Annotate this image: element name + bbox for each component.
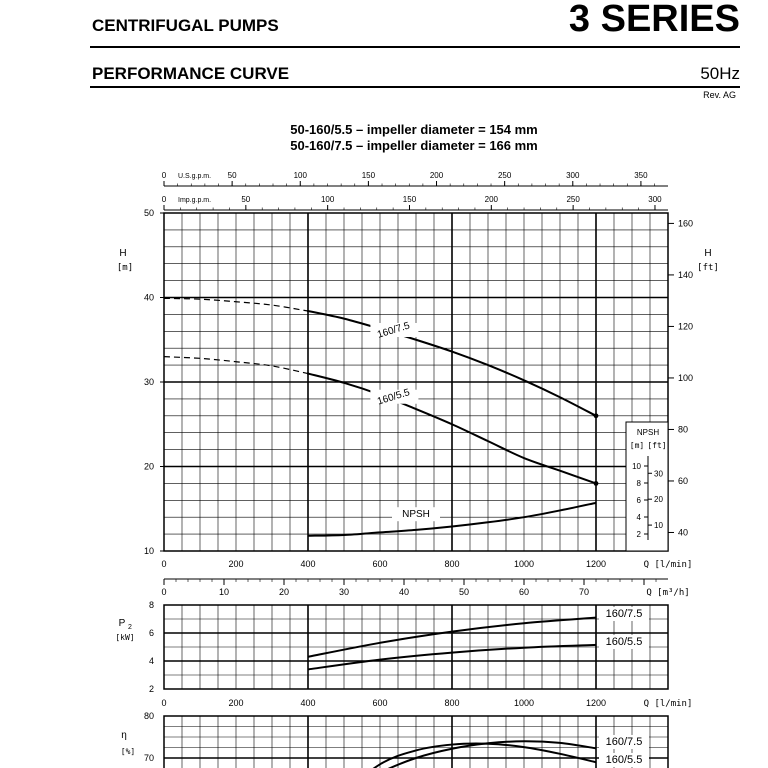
- top-axis-label: Imp.g.p.m.: [178, 197, 212, 204]
- head-x-tick-label: 1200: [585, 559, 607, 569]
- top-axis-tick-label: 300: [648, 195, 662, 204]
- top-axis-label: U.S.g.p.m.: [178, 173, 212, 180]
- top-axis-tick-label: 50: [227, 171, 237, 180]
- top-axis-tick-label: 0: [161, 195, 167, 204]
- power-series-label: 160/5.5: [605, 636, 643, 648]
- top-axis-tick-label: 100: [320, 195, 335, 204]
- power-y-tick-label: 6: [148, 628, 154, 638]
- npsh-inset-ft-label: 30: [654, 469, 663, 479]
- m3h-axis-tick-label: 30: [338, 587, 350, 597]
- chart-title-line: 50-160/5.5 – impeller diameter = 154 mm: [290, 122, 538, 137]
- head-ft-tick-label: 100: [678, 372, 694, 383]
- top-axis-tick-label: 100: [293, 171, 307, 180]
- power-x-tick-label: 600: [372, 698, 388, 708]
- power-y-label-sub: 2: [128, 624, 132, 631]
- m3h-axis-label: Q [m³/h]: [646, 588, 690, 598]
- top-axis-tick-label: 150: [361, 171, 376, 180]
- eff-series-label: 160/5.5: [605, 754, 643, 766]
- head-curve-endpoint: [594, 413, 599, 418]
- top-axis-tick-label: 300: [566, 171, 580, 180]
- m3h-axis-tick-label: 0: [161, 587, 167, 597]
- top-axis-tick-label: 50: [241, 195, 251, 204]
- head-ft-tick-label: 80: [678, 424, 689, 435]
- npsh-inset-m-label: 2: [636, 530, 641, 539]
- power-x-label: Q [l/min]: [643, 699, 693, 709]
- power-y-unit: [kW]: [115, 633, 135, 642]
- head-y-tick-label: 10: [143, 546, 154, 556]
- head-y-tick-label: 30: [143, 377, 154, 387]
- npsh-inset-title: NPSH: [636, 428, 660, 437]
- m3h-axis-tick-label: 50: [458, 587, 470, 597]
- head-y-tick-label: 50: [143, 208, 154, 218]
- head-y-label: H: [119, 248, 127, 259]
- head-y-tick-label: 40: [143, 292, 154, 303]
- head-curve-endpoint: [594, 481, 599, 486]
- revision-label: Rev. AG: [703, 90, 736, 100]
- npsh-inset-unit-m: [m]: [629, 441, 645, 450]
- head-series-label: 160/7.5: [376, 320, 412, 341]
- head-series-label: NPSH: [402, 509, 430, 521]
- head-x-tick-label: 1000: [513, 559, 535, 569]
- m3h-axis-tick-label: 10: [218, 587, 230, 597]
- head-x-tick-label: 600: [372, 559, 388, 569]
- head-x-tick-label: 400: [300, 559, 316, 569]
- top-axis-tick-label: 250: [497, 171, 512, 180]
- top-axis-tick-label: 200: [484, 195, 498, 204]
- npsh-inset-ft-label: 20: [654, 495, 663, 505]
- frequency-label: 50Hz: [700, 64, 740, 83]
- power-y-tick-label: 2: [148, 684, 154, 694]
- head-ft-tick-label: 140: [678, 269, 694, 280]
- top-axis-tick-label: 250: [566, 195, 580, 204]
- npsh-inset-m-label: 6: [636, 496, 641, 505]
- head-curve-startpoint: [307, 372, 309, 374]
- power-x-tick-label: 1000: [513, 698, 535, 708]
- npsh-inset-m-label: 4: [636, 513, 641, 522]
- head-ft-tick-label: 60: [678, 475, 689, 486]
- head-x-label: Q [l/min]: [643, 560, 693, 570]
- m3h-axis-tick-label: 70: [579, 587, 590, 597]
- power-x-tick-label: 400: [300, 698, 316, 708]
- top-axis-tick-label: 150: [402, 195, 417, 204]
- series-title: 3 SERIES: [568, 0, 740, 40]
- head-y-right-unit: [ft]: [697, 263, 719, 273]
- power-x-tick-label: 1200: [585, 698, 607, 708]
- npsh-inset-m-label: 10: [632, 462, 641, 471]
- power-y-tick-label: 4: [148, 656, 154, 666]
- npsh-inset-unit-ft: [ft]: [647, 441, 667, 450]
- head-series-label: 160/5.5: [376, 387, 412, 408]
- head-ft-tick-label: 40: [678, 527, 689, 538]
- power-x-tick-label: 200: [228, 698, 244, 708]
- npsh-inset-m-label: 8: [636, 479, 641, 488]
- power-x-tick-label: 800: [444, 698, 460, 708]
- head-x-tick-label: 200: [228, 559, 244, 569]
- power-y-tick-label: 8: [148, 600, 154, 610]
- head-x-tick-label: 800: [444, 559, 460, 569]
- m3h-axis-tick-label: 40: [398, 587, 410, 597]
- eff-curve-160/7.5: [337, 741, 596, 768]
- head-y-unit: [m]: [116, 263, 134, 273]
- power-series-label: 160/7.5: [605, 608, 643, 620]
- section-title: PERFORMANCE CURVE: [92, 64, 290, 83]
- head-curve-startpoint: [307, 310, 309, 312]
- m3h-axis-tick-label: 60: [518, 587, 530, 597]
- eff-curve-160/5.5: [337, 744, 596, 768]
- eff-y-tick-label: 80: [143, 711, 154, 721]
- m3h-axis-tick-label: 20: [278, 587, 290, 597]
- power-x-tick-label: 0: [161, 698, 167, 708]
- npsh-inset-ft-label: 10: [654, 521, 663, 531]
- chart-title-line: 50-160/7.5 – impeller diameter = 166 mm: [290, 138, 538, 153]
- top-axis-tick-label: 0: [161, 171, 167, 180]
- eff-y-tick-label: 70: [143, 753, 154, 763]
- eff-y-label: η: [121, 730, 127, 741]
- brand-title: CENTRIFUGAL PUMPS: [92, 16, 279, 35]
- power-y-label: P: [118, 618, 126, 629]
- top-axis-tick-label: 200: [429, 171, 444, 180]
- head-x-tick-label: 0: [161, 559, 167, 569]
- eff-y-unit: [%]: [120, 747, 136, 756]
- head-ft-tick-label: 120: [678, 321, 694, 332]
- head-ft-tick-label: 160: [678, 218, 694, 229]
- eff-series-label: 160/7.5: [605, 736, 643, 748]
- top-axis-tick-label: 350: [634, 171, 648, 180]
- head-y-right-label: H: [704, 248, 712, 259]
- head-y-tick-label: 20: [143, 461, 154, 472]
